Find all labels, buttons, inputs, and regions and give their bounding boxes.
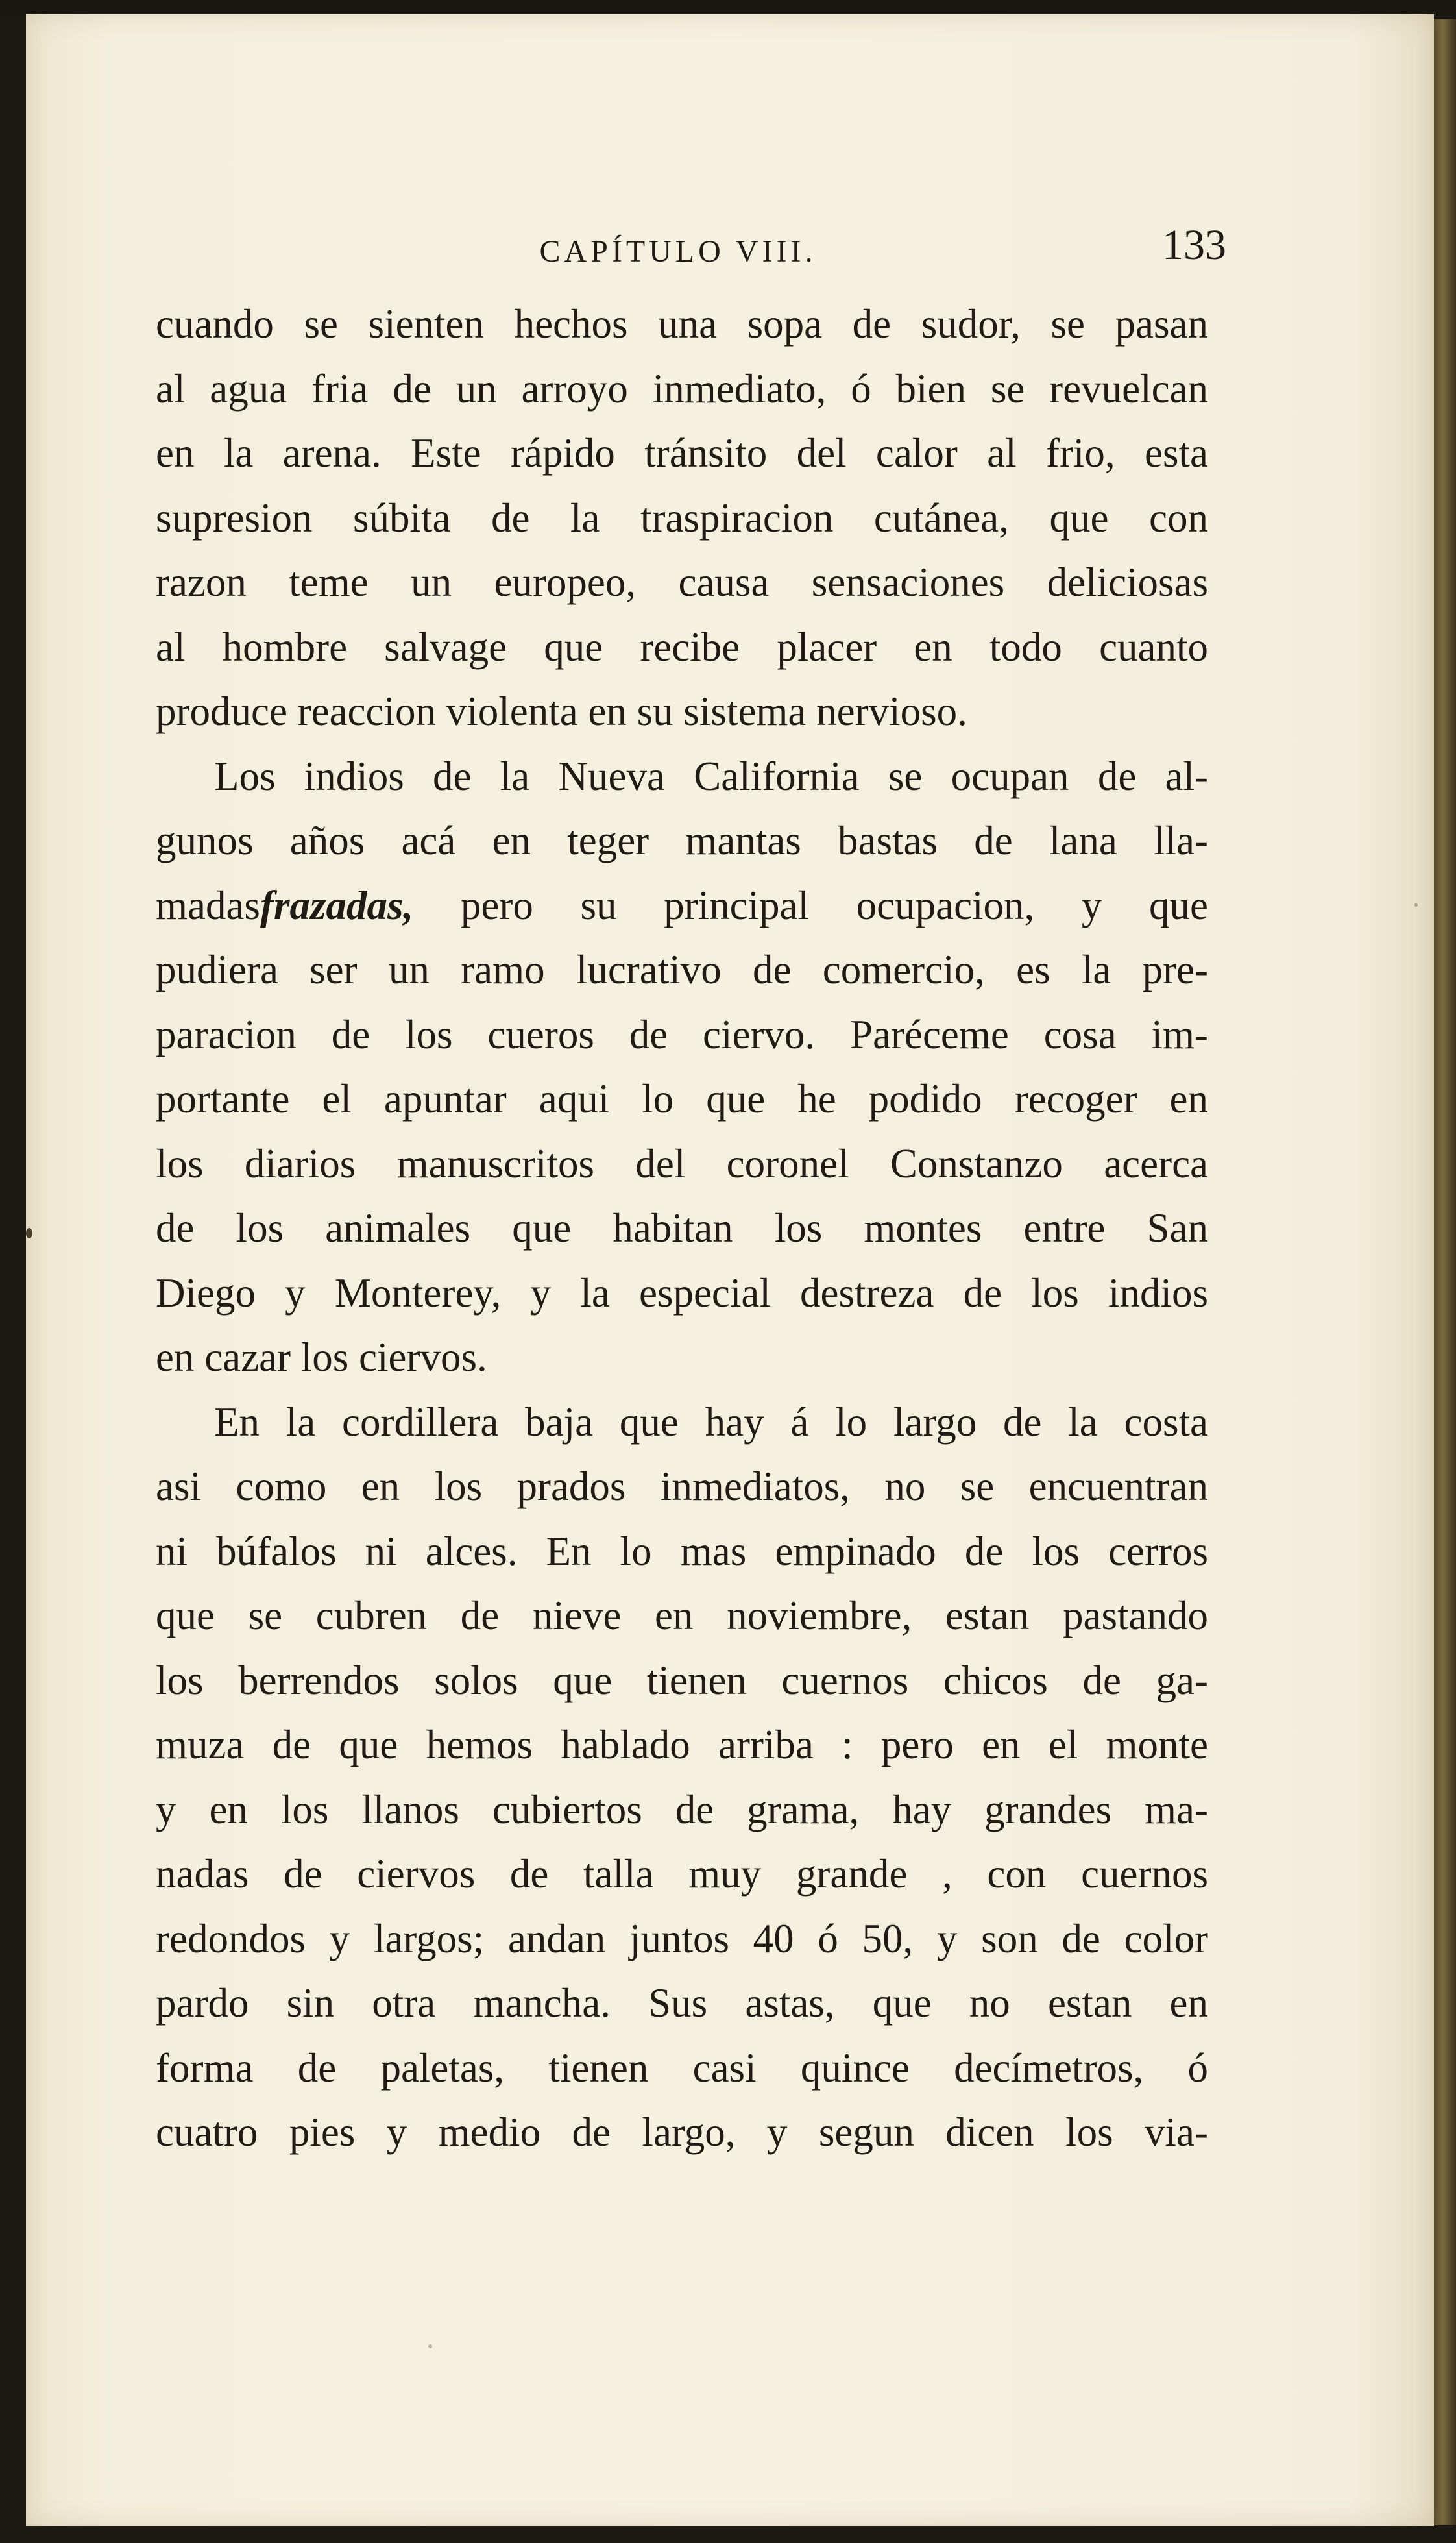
text-line: supresion súbita de la traspiracion cutánea, que con bbox=[156, 495, 1208, 541]
text-line: pardo sin otra mancha. Sus astas, que no estan en bbox=[156, 1980, 1208, 2026]
text-line: muza de que hemos hablado arriba : pero en el monte bbox=[156, 1722, 1208, 1767]
top-edge bbox=[0, 0, 1456, 16]
text-fragment: pero su principal ocupacion, y que bbox=[460, 882, 1208, 928]
text-line: que se cubren de nieve en noviembre, estan pastando bbox=[156, 1593, 1208, 1638]
text-line: paracion de los cueros de ciervo. Paréceme cosa im- bbox=[156, 1011, 1208, 1057]
text-line: en la arena. Este rápido tránsito del calor al frio, esta bbox=[156, 430, 1208, 476]
running-head bbox=[130, 221, 1226, 286]
text-line: cuatro pies y medio de largo, y segun dicen los via- bbox=[156, 2109, 1208, 2155]
chapter-heading: CAPÍTULO VIII. bbox=[539, 234, 817, 269]
text-line: forma de paletas, tienen casi quince decímetros, ó bbox=[156, 2045, 1208, 2091]
text-fragment: madas bbox=[156, 882, 260, 928]
text-line: nadas de ciervos de talla muy grande , con cuernos bbox=[156, 1851, 1208, 1897]
text-line: los berrendos solos que tienen cuernos chicos de ga- bbox=[156, 1657, 1208, 1703]
text-line: En la cordillera baja que hay á lo largo de la costa bbox=[214, 1399, 1208, 1445]
text-line: Los indios de la Nueva California se ocupan de al- bbox=[214, 753, 1208, 799]
text-line: gunos años acá en teger mantas bastas de lana lla- bbox=[156, 818, 1208, 863]
text-line: cuando se sienten hechos una sopa de sudor, se pasan bbox=[156, 301, 1208, 347]
ink-speck bbox=[428, 2344, 432, 2348]
text-line: ni búfalos ni alces. En lo mas empinado de los cerros bbox=[156, 1528, 1208, 1574]
italic-term: frazadas, bbox=[260, 882, 414, 928]
text-line: pudiera ser un ramo lucrativo de comercio, es la pre- bbox=[156, 947, 1208, 992]
text-line: asi como en los prados inmediatos, no se encuentran bbox=[156, 1464, 1208, 1509]
text-line: produce reaccion violenta en su sistema nervioso. bbox=[156, 689, 967, 734]
text-line-with-italic bbox=[156, 874, 1208, 939]
text-line: al hombre salvage que recibe placer en todo cuanto bbox=[156, 624, 1208, 670]
page-edge-binding bbox=[1434, 19, 1456, 2525]
text-line: redondos y largos; andan juntos 40 ó 50, y son de color bbox=[156, 1915, 1208, 1961]
ink-speck bbox=[26, 1228, 32, 1238]
text-line: en cazar los ciervos. bbox=[156, 1334, 487, 1380]
page-number: 133 bbox=[1162, 221, 1226, 269]
text-line: portante el apuntar aqui lo que he podido recoger en bbox=[156, 1076, 1208, 1122]
text-line: y en los llanos cubiertos de grama, hay grandes ma- bbox=[156, 1786, 1208, 1832]
ink-speck bbox=[1414, 903, 1418, 907]
text-line: Diego y Monterey, y la especial destreza de los indios bbox=[156, 1270, 1208, 1316]
book-page bbox=[26, 14, 1434, 2526]
text-line: los diarios manuscritos del coronel Constanzo acerca bbox=[156, 1140, 1208, 1186]
body-text bbox=[156, 292, 1208, 2165]
text-line: de los animales que habitan los montes entre San bbox=[156, 1205, 1208, 1251]
text-line: razon teme un europeo, causa sensaciones deliciosas bbox=[156, 559, 1208, 605]
text-line: al agua fria de un arroyo inmediato, ó bien se revuelcan bbox=[156, 365, 1208, 412]
